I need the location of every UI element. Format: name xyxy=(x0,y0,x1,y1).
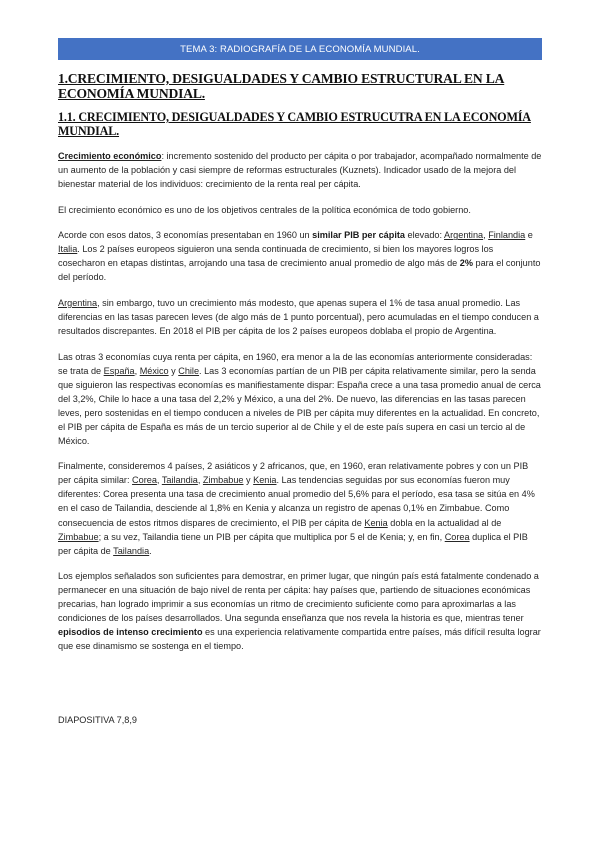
country-kenia: Kenia xyxy=(364,517,388,528)
country-corea: Corea xyxy=(132,475,157,486)
subsection-heading: 1.1. CRECIMIENTO, DESIGUALDADES Y CAMBIO ESTRUCUTRA EN LA ECONOMÍA MUNDIAL. xyxy=(58,110,531,138)
chapter-title: TEMA 3: RADIOGRAFÍA DE LA ECONOMÍA MUNDIAL. xyxy=(180,43,420,55)
country-corea: Corea xyxy=(444,531,470,542)
paragraph-objective: El crecimiento económico es uno de los objetivos centrales de la política económica de todo gobierno. xyxy=(58,204,471,215)
country-tailandia: Tailandia xyxy=(161,475,198,486)
country-espana: España xyxy=(103,365,135,376)
country-tailandia: Tailandia xyxy=(113,545,150,556)
country-mexico: México xyxy=(139,365,169,376)
section-heading: 1.CRECIMIENTO, DESIGUALDADES Y CAMBIO ESTRUCTURAL EN LA ECONOMÍA MUNDIAL. xyxy=(58,71,505,101)
country-chile: Chile xyxy=(178,365,200,376)
paragraph-low-income: Finalmente, consideremos 4 países, 2 asiáticos y 2 africanos, que, en 1960, eran relativamente pobres y con un PIB per cápita similar: Corea, Tailandia, Zimbabue y Kenia. Las tendencias seguidas por sus economías fueron muy diferentes: Corea presenta una tasa de crecimiento anual promedio del 5,6% para el período, esa tasa se sitúa en 4% en el caso de Tailandia, desciende al 1,8% en Kenia y alcanza un registro de apenas 0,1% en Zimbabue. Como consecuencia de estos ritmos dispares de crecimiento, el PIB per cápita de Kenia dobla en la actualidad al de Zimbabue; a su vez, Tailandia tiene un PIB per cápita que multiplica por 5 el de Kenia; y, en fin, Corea duplica el PIB per cápita de Tailandia. xyxy=(58,461,535,556)
country-argentina: Argentina xyxy=(58,297,98,308)
country-kenia: Kenia xyxy=(253,475,277,486)
paragraph-definition: Crecimiento económico: incremento sostenido del producto per cápita o por trabajador, acompañado normalmente de un aumento de la población y casi siempre de reformas estructurales (Kuznets). Indicador usado de la mejora del bienestar material de los individuos: crecimiento de la renta real per cápita. xyxy=(58,151,542,190)
country-zimbabue: Zimbabue xyxy=(202,475,244,486)
country-argentina: Argentina xyxy=(444,230,484,241)
country-zimbabue: Zimbabue xyxy=(58,531,99,542)
paragraph-conclusion: Los ejemplos señalados son suficientes para demostrar, en primer lugar, que ningún país está fatalmente condenado a permanecer en una situación de bajo nivel de renta per cápita: hay países que, partiendo de situaciones económicas precarias, han logrado imprimir a sus economías un ritmo de crecimiento suficiente como para aproximarlas a las condiciones de los países desarrollados. Una segunda enseñanza que nos revela la historia es que, mientras tener episodios de intenso crecimiento es una experiencia relativamente compartida entre países, más difícil resulta lograr que ese dinamismo se sostenga en el tiempo. xyxy=(58,571,541,652)
paragraph-middle-income: Las otras 3 economías cuya renta per cápita, en 1960, era menor a la de las economías anteriormente consideradas: se trata de España, México y Chile. Las 3 economías partían de un PIB per cápita relativamente similar, pero la senda que siguieron las respectivas economías es manifiestamente dispar: España crece a una tasa promedio anual de cerca del 3,2%, Chile lo hace a una tasa del 2,2% y México, a una del 2%. De nuevo, las diferencias en las tasas parecen leves, pero sostenidas en el tiempo conducen a niveles de PIB per cápita muy diferentes en la actualidad. En concreto, el PIB per cápita de España es más de un tercio superior al de Chile y el de este país supera en casi un tercio al de México. xyxy=(58,351,541,446)
country-finlandia: Finlandia xyxy=(488,230,526,241)
slide-reference: DIAPOSITIVA 7,8,9 xyxy=(58,715,137,725)
document-body xyxy=(58,71,542,665)
chapter-banner xyxy=(58,38,542,60)
country-italia: Italia xyxy=(58,244,78,255)
paragraph-argentina: Argentina, sin embargo, tuvo un crecimiento más modesto, que apenas supera el 1% de tasa anual promedio. Las diferencias en las tasas parecen leves (de algo más de 1 punto porcentual), pero acumuladas en el tiempo conducen a resultados discrepantes. En 2018 el PIB per cápita de los 2 países europeos doblaba el propio de Argentina. xyxy=(58,297,539,336)
defined-term: Crecimiento económico xyxy=(58,151,162,161)
paragraph-high-income: Acorde con esos datos, 3 economías presentaban en 1960 un similar PIB per cápita elevado: Argentina, Finlandia e Italia. Los 2 países europeos siguieron una senda continuada de crecimiento, si bien los mayores logros los cosecharon en etapas distintas, arrojando una tasa de crecimiento anual promedio de algo más de 2% para el conjunto del período. xyxy=(58,230,541,283)
